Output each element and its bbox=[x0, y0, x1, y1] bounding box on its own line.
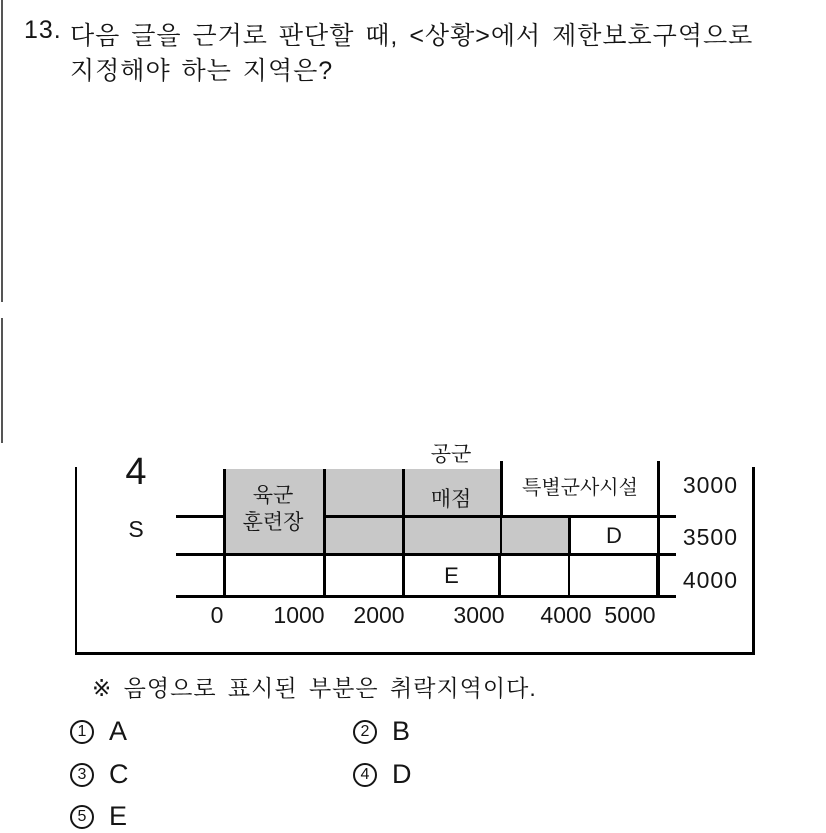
choice-5[interactable] bbox=[70, 801, 127, 832]
x-label-2000: 2000 bbox=[353, 602, 405, 628]
grid-hline-1-left bbox=[176, 515, 223, 518]
choice-1-label: A bbox=[109, 716, 128, 746]
shaded-cell-r1c2 bbox=[323, 469, 402, 515]
shaded-cell-r2c3 bbox=[402, 515, 500, 553]
page-margin-line-bottom bbox=[1, 318, 3, 443]
clipped-glyph-value: 4 bbox=[125, 451, 147, 493]
region-e-label: E bbox=[444, 563, 459, 588]
question-text-line2: 지정해야 하는 지역은? bbox=[70, 57, 334, 85]
x-label-5000: 5000 bbox=[604, 602, 656, 628]
question-number: 13. bbox=[24, 16, 62, 44]
special-facility-label: 특별군사시설 bbox=[522, 476, 638, 499]
compass-south-label: S bbox=[128, 516, 144, 542]
question-text-line1: 다음 글을 근거로 판단할 때, <상황>에서 제한보호구역으로 bbox=[70, 22, 754, 50]
cell-region-d bbox=[568, 515, 660, 556]
y-label-3500: 3500 bbox=[682, 524, 738, 550]
shaded-cell-r2c2 bbox=[323, 515, 402, 553]
choice-5-marker: 5 bbox=[70, 805, 94, 829]
region-d-label: D bbox=[606, 523, 622, 548]
choice-2-marker: 2 bbox=[353, 720, 377, 744]
shading-footnote: ※ 음영으로 표시된 부분은 취락지역이다. bbox=[92, 675, 537, 701]
clipped-glyph-4 bbox=[112, 451, 160, 498]
choice-1[interactable] bbox=[70, 716, 127, 747]
choice-4-marker: 4 bbox=[353, 763, 377, 787]
choice-4-label: D bbox=[392, 759, 412, 789]
x-label-4000: 4000 bbox=[540, 602, 592, 628]
grid-vline-1000 bbox=[323, 469, 326, 595]
army-label-line1: 육군 bbox=[252, 484, 294, 507]
choice-3-label: C bbox=[109, 759, 129, 789]
y-label-4000: 4000 bbox=[682, 567, 738, 593]
army-label-line2: 훈련장 bbox=[242, 511, 304, 534]
cell-army-training-ground bbox=[223, 473, 323, 545]
choice-2[interactable] bbox=[353, 716, 410, 747]
cell-region-e bbox=[402, 553, 501, 598]
x-label-1000: 1000 bbox=[273, 602, 325, 628]
shaded-cell-r2c4 bbox=[500, 515, 568, 553]
clipped-text-canteen-top bbox=[402, 443, 500, 469]
grid-vline-4000 bbox=[568, 556, 570, 595]
x-label-0: 0 bbox=[210, 602, 224, 628]
choice-2-label: B bbox=[392, 716, 411, 746]
x-label-3000: 3000 bbox=[453, 602, 505, 628]
choice-3[interactable] bbox=[70, 759, 129, 790]
cell-special-military-facility bbox=[500, 461, 660, 518]
canteen-label: 매점 bbox=[430, 488, 472, 511]
choice-5-label: E bbox=[109, 801, 128, 831]
grid-vline-3000 bbox=[500, 518, 502, 553]
y-label-3000: 3000 bbox=[682, 472, 738, 498]
clipped-text-value: 공군 bbox=[430, 443, 472, 466]
choice-3-marker: 3 bbox=[70, 763, 94, 787]
choice-4[interactable] bbox=[353, 759, 412, 790]
choice-1-marker: 1 bbox=[70, 720, 94, 744]
page-margin-line-top bbox=[1, 0, 3, 302]
figure-map-clipped bbox=[74, 443, 758, 660]
